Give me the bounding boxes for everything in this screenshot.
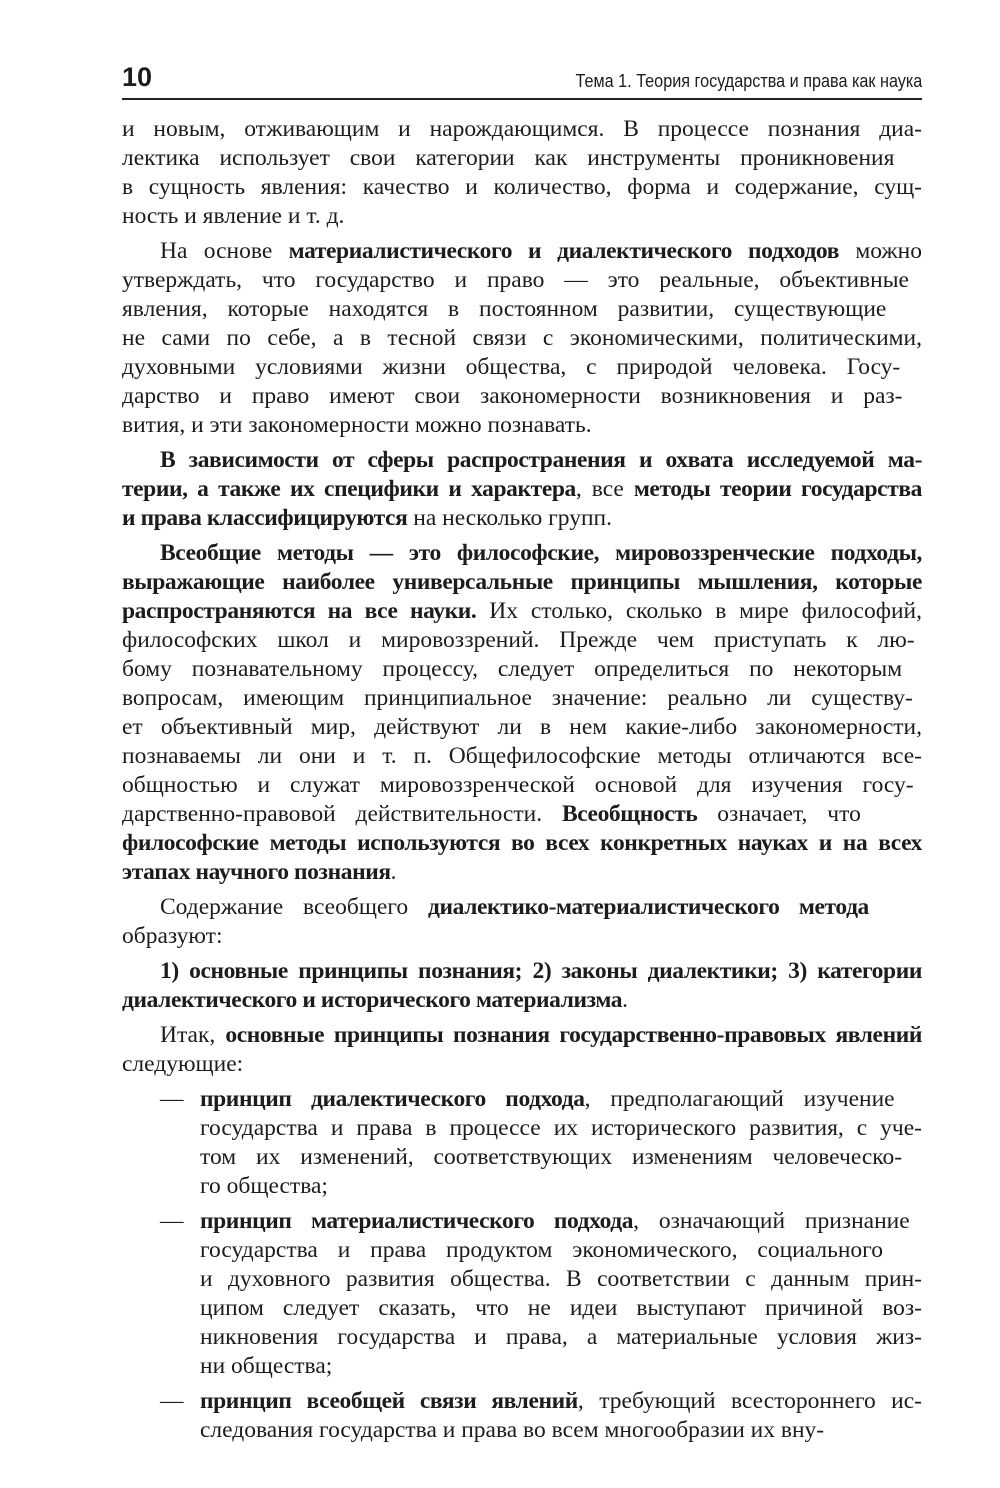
text-run: дарство и право имеют свои закономерности возникновения и раз- [122,383,903,409]
text-run: и духовного развития общества. В соответствии с данным прин- [200,1266,922,1292]
text-run: , все [575,476,634,502]
paragraph [122,237,922,440]
text-run: образуют: [122,923,223,949]
paragraph [122,115,922,231]
text-run: ципом следует сказать, что не идеи выступают причиной воз- [200,1295,922,1321]
bold-text: терии, а также их специфики и характера [122,476,576,502]
bold-text: Всеобщность [561,801,698,827]
text-run: в сущность явления: качество и количество, форма и содержание, сущ- [122,174,922,200]
text-line [122,742,922,771]
bold-text: этапах научного познания [122,859,391,885]
text-line [122,858,922,887]
bold-text: распространяются на все науки. [122,598,477,624]
text-line [122,237,922,266]
text-line [122,893,922,922]
paragraph [122,446,922,533]
text-run: Итак, [160,1022,226,1048]
text-run: явления, которые находятся в постоянном развитии, существующие [122,296,887,322]
text-run: , означающий признание [633,1208,910,1234]
text-line [122,684,922,713]
bold-text: 1) основные принципы познания; 2) законы диалектики; 3) категории [160,958,922,984]
text-run: лектика использует свои категории как инструменты проникновения [122,145,895,171]
text-line [122,1416,922,1445]
text-run: утверждать, что государство и право — это реальные, объективные [122,267,909,293]
text-line [122,597,922,626]
text-run: Содержание всеобщего [160,894,429,920]
text-run: общностью и служат мировоззренческой основой для изучения госу- [122,772,914,798]
text-line [122,295,922,324]
bold-text: выражающие наиболее универсальные принципы мышления, которые [122,569,922,595]
text-run: следования государства и права во всем многообразии их вну- [200,1417,825,1443]
list-dash: — [160,1208,184,1234]
running-title: Тема 1. Теория государства и права как наука [575,71,922,91]
text-run: вопросам, имеющим принципиальное значение: реально ли существу- [122,685,913,711]
bold-text: Всеобщие методы — это философские, мировоззренческие подходы, [160,540,922,566]
text-line [122,202,922,231]
text-line [122,1294,922,1323]
paragraph [122,539,922,887]
text-line [122,1085,922,1114]
text-line [122,539,922,568]
bold-text: материалистического и диалектического подходов [288,238,839,264]
text-run: никновения государства и права, а материальные условия жиз- [200,1324,922,1350]
text-run: Их столько, сколько в мире философий, [476,598,922,624]
text-line [122,1021,922,1050]
paragraph [122,893,922,951]
text-line [122,1352,922,1381]
text-line [122,1265,922,1294]
bold-text: принцип диалектического подхода [200,1086,585,1112]
paragraph [122,957,922,1015]
text-line [122,1114,922,1143]
text-run: , предполагающий изучение [584,1086,895,1112]
text-line [122,411,922,440]
bold-text: принцип материалистического подхода [200,1208,634,1234]
text-run: , требующий всестороннего ис- [577,1388,922,1414]
text-line [122,957,922,986]
text-run: государства и права в процессе их исторического развития, с уче- [200,1115,922,1141]
text-line [122,800,922,829]
text-line [122,475,922,504]
text-line [122,626,922,655]
text-run: на несколько групп. [407,505,612,531]
text-line [122,144,922,173]
text-line [122,922,922,951]
text-line [122,324,922,353]
page-body [122,115,922,1451]
text-line [122,713,922,742]
text-run: означает, что [697,801,861,827]
text-line [122,353,922,382]
page-header [122,62,922,100]
bullet-item [122,1085,922,1201]
text-line [122,986,922,1015]
text-line [122,266,922,295]
text-run: На основе [160,238,289,264]
text-line [122,1207,922,1236]
text-line [122,655,922,684]
text-run: вития, и эти закономерности можно познавать. [122,412,592,438]
text-run: познаваемы ли они и т. п. Общефилософские методы отличаются все- [122,743,922,769]
page-number: 10 [122,62,153,92]
bullet-item [122,1387,922,1445]
text-line [122,1323,922,1352]
bold-text: и права классифицируются [122,505,408,531]
text-run: государства и права продуктом экономического, социального [200,1237,883,1263]
text-line [122,382,922,411]
bullet-item [122,1207,922,1381]
text-line [122,173,922,202]
text-run: дарственно-правовой действительности. [122,801,562,827]
bold-text: основные принципы познания государственно-правовых явлений [225,1022,922,1048]
text-line [122,1143,922,1172]
text-run: не сами по себе, а в тесной связи с экономическими, политическими, [122,325,922,351]
bold-text: В зависимости от сферы распространения и охвата исследуемой ма- [160,447,922,473]
bold-text: диалектического и исторического материализма [122,987,623,1013]
text-run: . [622,987,629,1013]
bold-text: принцип всеобщей связи явлений [200,1388,578,1414]
text-run: можно [839,238,922,264]
text-line [122,446,922,475]
bold-text: философские методы используются во всех конкретных науках и на всех [122,830,922,856]
text-line [122,771,922,800]
bold-text: методы теории государства [633,476,922,502]
text-run: философских школ и мировоззрений. Прежде чем приступать к лю- [122,627,915,653]
text-run: и новым, отживающим и нарождающимся. В процессе познания диа- [122,116,922,142]
text-line [122,1236,922,1265]
text-line [122,1050,922,1079]
text-run: ет объективный мир, действуют ли в нем какие-либо закономерности, [122,714,922,740]
text-run: ность и явление и т. д. [122,203,345,229]
text-line [122,568,922,597]
text-run: ни общества; [200,1353,333,1379]
text-run: том их изменений, соответствующих изменениям человеческо- [200,1144,903,1170]
text-line [122,115,922,144]
text-line [122,1387,922,1416]
text-run: бому познавательному процессу, следует определиться по некоторым [122,656,903,682]
text-run: духовными условиями жизни общества, с природой человека. Госу- [122,354,901,380]
bold-text: диалектико-материалистического метода [428,894,869,920]
list-dash: — [160,1086,184,1112]
text-run: . [390,859,397,885]
text-run: го общества; [200,1173,328,1199]
text-line [122,504,922,533]
list-dash: — [160,1388,184,1414]
paragraph [122,1021,922,1079]
text-line [122,1172,922,1201]
text-run: следующие: [122,1051,244,1077]
text-line [122,829,922,858]
